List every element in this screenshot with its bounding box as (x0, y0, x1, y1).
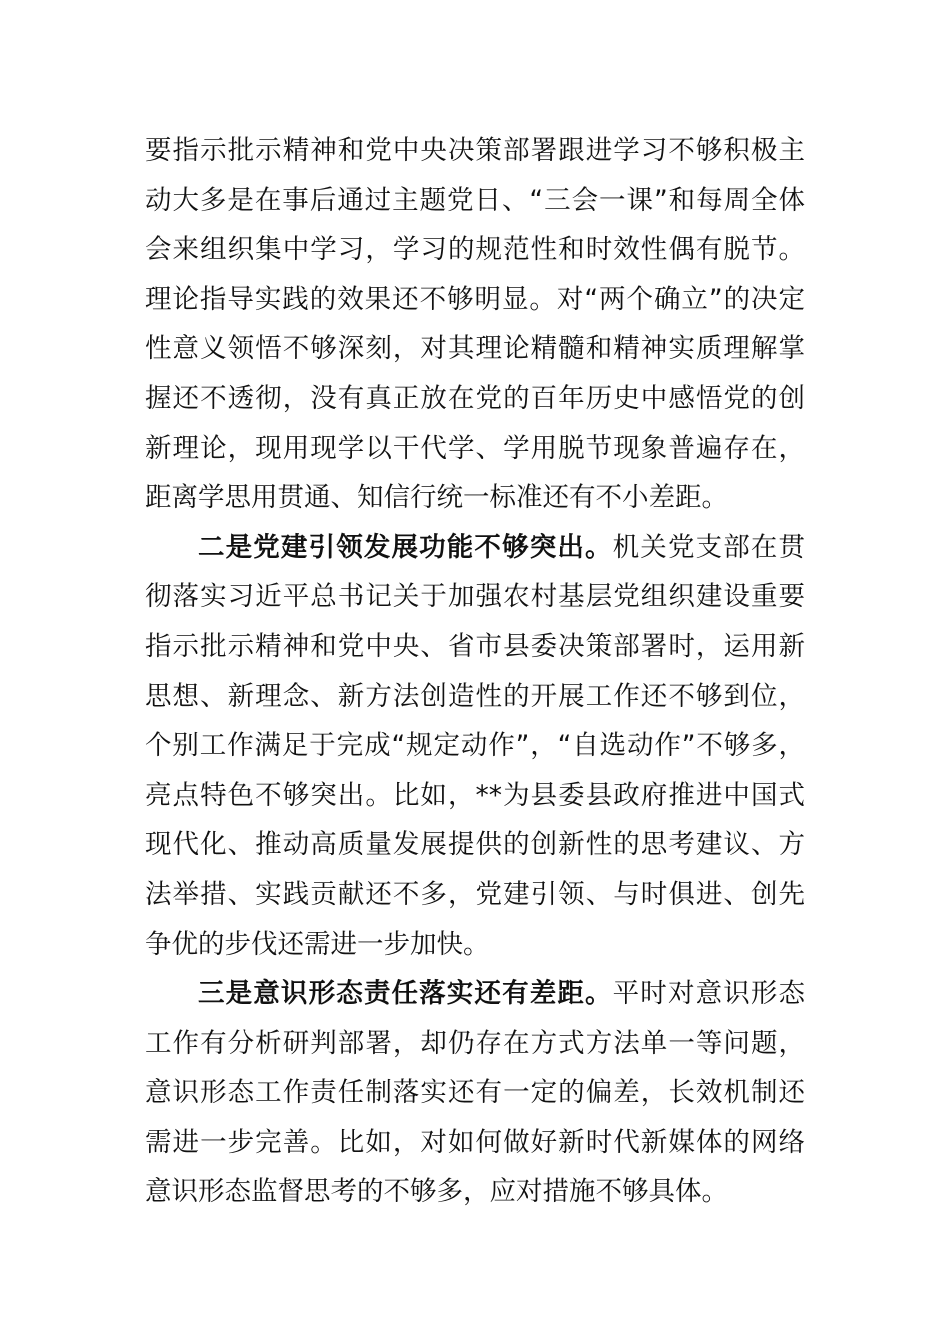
paragraph-text: 要指示批示精神和党中央决策部署跟进学习不够积极主动大多是在事后通过主题党日、“三会一课”和每周全体会来组织集中学习，学习的规范性和时效性偶有脱节。理论指导实践的效果还不够明显。对“两个确立”的决定性意义领悟不够深刻，对其理论精髓和精神实质理解掌握还不透彻，没有真正放在党的百年历史中感悟党的创新理论，现用现学以干代学、学用脱节现象普遍存在，距离学思用贯通、知信行统一标准还有不小差距。 (145, 135, 805, 514)
paragraph-continuation (145, 126, 805, 523)
paragraph-lead: 二是党建引领发展功能不够突出。 (198, 531, 613, 563)
paragraph-ideology (145, 969, 805, 1217)
paragraph-party-building (145, 523, 805, 969)
paragraph-lead: 三是意识形态责任落实还有差距。 (198, 978, 613, 1010)
document-body (145, 126, 805, 1217)
paragraph-text: 机关党支部在贯彻落实习近平总书记关于加强农村基层党组织建设重要指示批示精神和党中央、省市县委决策部署时，运用新思想、新理念、新方法创造性的开展工作还不够到位，个别工作满足于完成“规定动作”，“自选动作”不够多，亮点特色不够突出。比如，**为县委县政府推进中国式现代化、推动高质量发展提供的创新性的思考建议、方法举措、实践贡献还不多，党建引领、与时俱进、创先争优的步伐还需进一步加快。 (145, 531, 806, 960)
paragraph-text: 平时对意识形态工作有分析研判部署，却仍存在方式方法单一等问题，意识形态工作责任制落实还有一定的偏差，长效机制还需进一步完善。比如，对如何做好新时代新媒体的网络意识形态监督思考的不够多，应对措施不够具体。 (145, 978, 806, 1208)
